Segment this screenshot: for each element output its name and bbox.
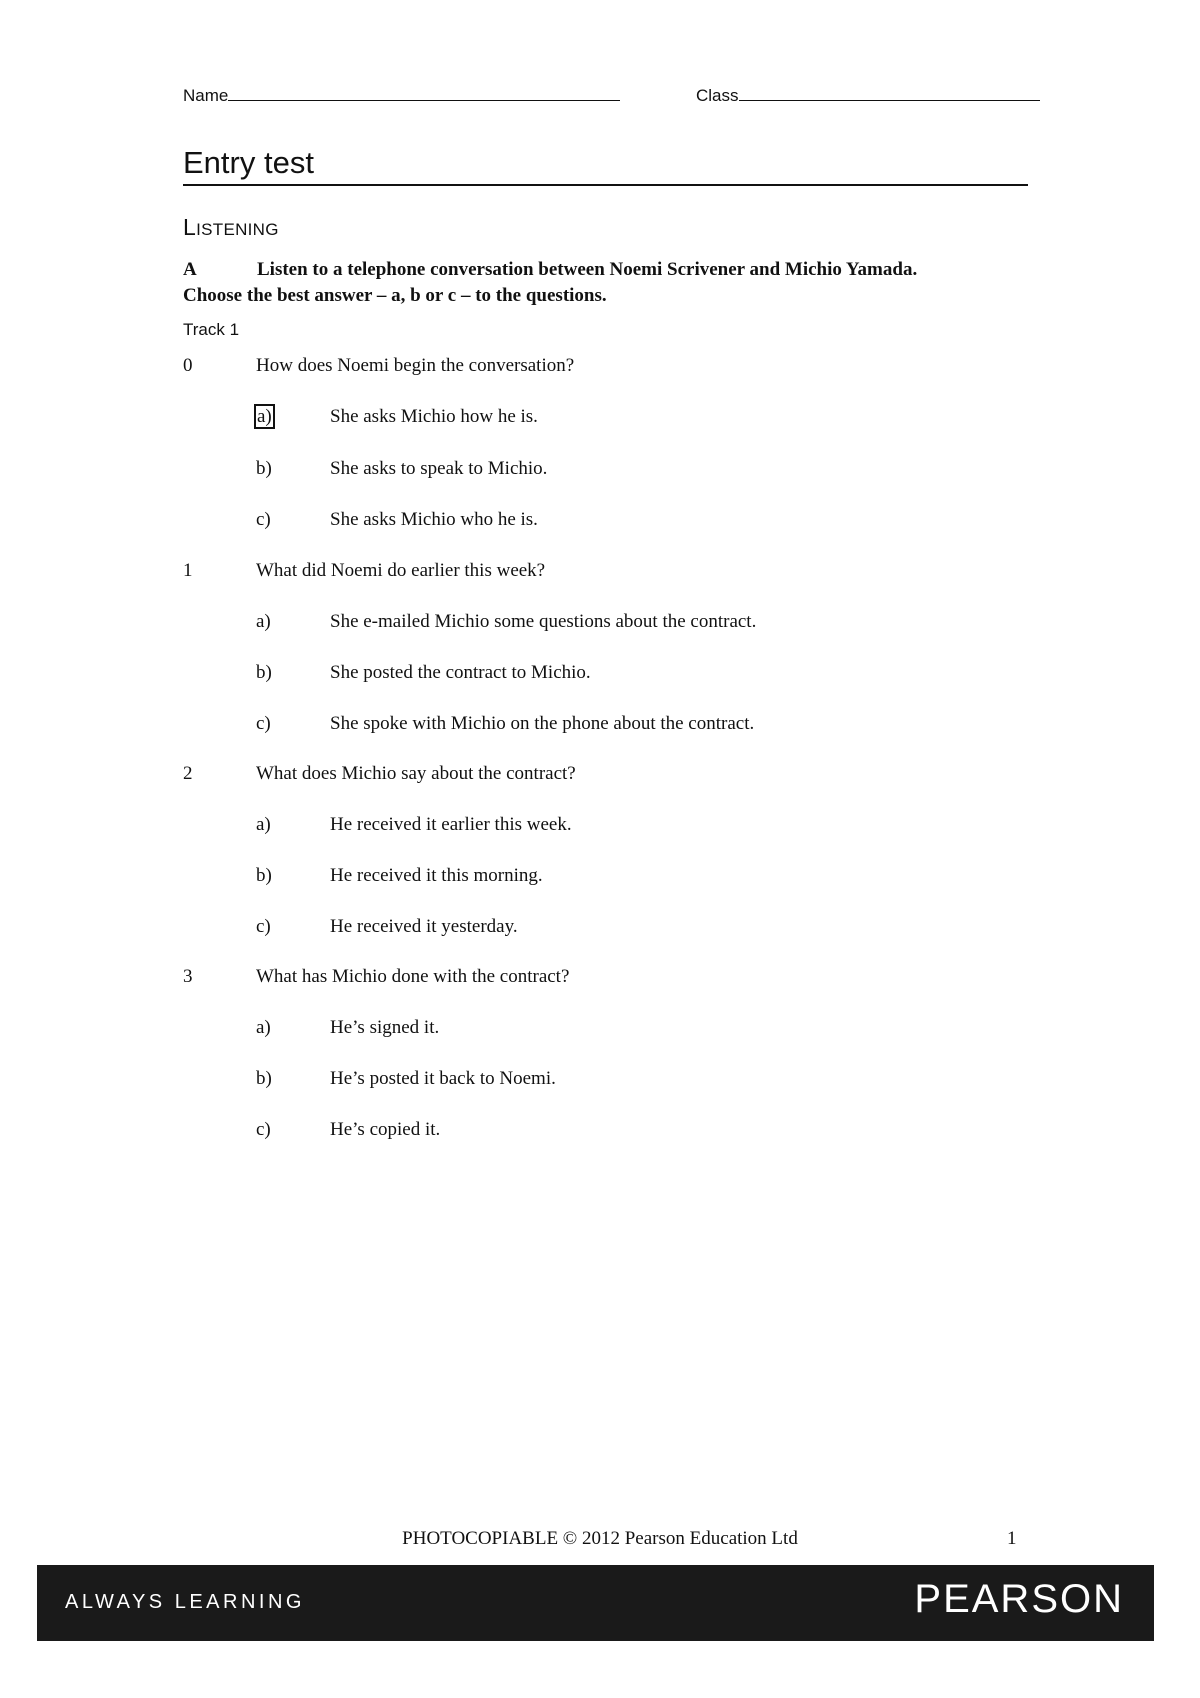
option-letter[interactable]: a): [256, 1017, 271, 1038]
class-blank[interactable]: [739, 84, 1040, 101]
option-letter[interactable]: b): [256, 458, 272, 479]
instruction-letter: A: [183, 259, 197, 280]
page-number: 1: [1007, 1528, 1017, 1549]
footer-tagline: ALWAYS LEARNING: [65, 1591, 305, 1613]
option-text: He’s copied it.: [330, 1119, 441, 1140]
option-letter[interactable]: a): [256, 814, 271, 835]
question-number: 2: [183, 763, 193, 784]
track-label: Track 1: [183, 320, 240, 339]
name-blank[interactable]: [228, 84, 620, 101]
class-field[interactable]: [696, 84, 1040, 106]
option-text: She spoke with Michio on the phone about the contract.: [330, 713, 755, 734]
footer-band: [37, 1565, 1154, 1641]
name-label: Name: [183, 86, 229, 105]
section-initial: L: [183, 214, 197, 240]
instruction-text: Listen to a telephone conversation between Noemi Scrivener and Michio Yamada. Choose the best answer – a, b or c – to the questions.: [183, 259, 918, 306]
question-number: 0: [183, 355, 193, 376]
option-text: He’s signed it.: [330, 1017, 440, 1038]
question-text: What does Michio say about the contract?: [256, 763, 576, 784]
option-letter[interactable]: c): [256, 713, 271, 734]
option-letter[interactable]: b): [256, 865, 272, 886]
class-label: Class: [696, 86, 739, 105]
question-text: What did Noemi do earlier this week?: [256, 560, 546, 581]
option-text: He received it earlier this week.: [330, 814, 572, 835]
question-text: What has Michio done with the contract?: [256, 966, 570, 987]
option-text: He received it this morning.: [330, 865, 543, 886]
option-text: She e-mailed Michio some questions about the contract.: [330, 611, 757, 632]
page-title: Entry test: [183, 144, 1028, 186]
pearson-logo: PEARSON: [914, 1577, 1124, 1621]
option-letter[interactable]: c): [256, 509, 271, 530]
section-heading: [183, 214, 279, 241]
option-text: She posted the contract to Michio.: [330, 662, 591, 683]
name-field[interactable]: [183, 84, 620, 106]
option-letter[interactable]: c): [256, 916, 271, 937]
option-letter[interactable]: b): [256, 662, 272, 683]
option-text: She asks Michio how he is.: [330, 406, 538, 427]
option-text: She asks to speak to Michio.: [330, 458, 548, 479]
question-number: 1: [183, 560, 193, 581]
option-letter-selected[interactable]: [256, 405, 273, 429]
question-text: How does Noemi begin the conversation?: [256, 355, 575, 376]
option-letter[interactable]: b): [256, 1068, 272, 1089]
selected-answer-box: a): [257, 406, 272, 427]
option-text: He received it yesterday.: [330, 916, 518, 937]
option-text: He’s posted it back to Noemi.: [330, 1068, 556, 1089]
section-rest: ISTENING: [196, 220, 279, 239]
question-number: 3: [183, 966, 193, 987]
instruction: [183, 257, 973, 309]
option-text: She asks Michio who he is.: [330, 509, 538, 530]
option-letter[interactable]: c): [256, 1119, 271, 1140]
option-letter[interactable]: a): [256, 611, 271, 632]
copyright-notice: PHOTOCOPIABLE © 2012 Pearson Education Ltd: [402, 1528, 798, 1549]
